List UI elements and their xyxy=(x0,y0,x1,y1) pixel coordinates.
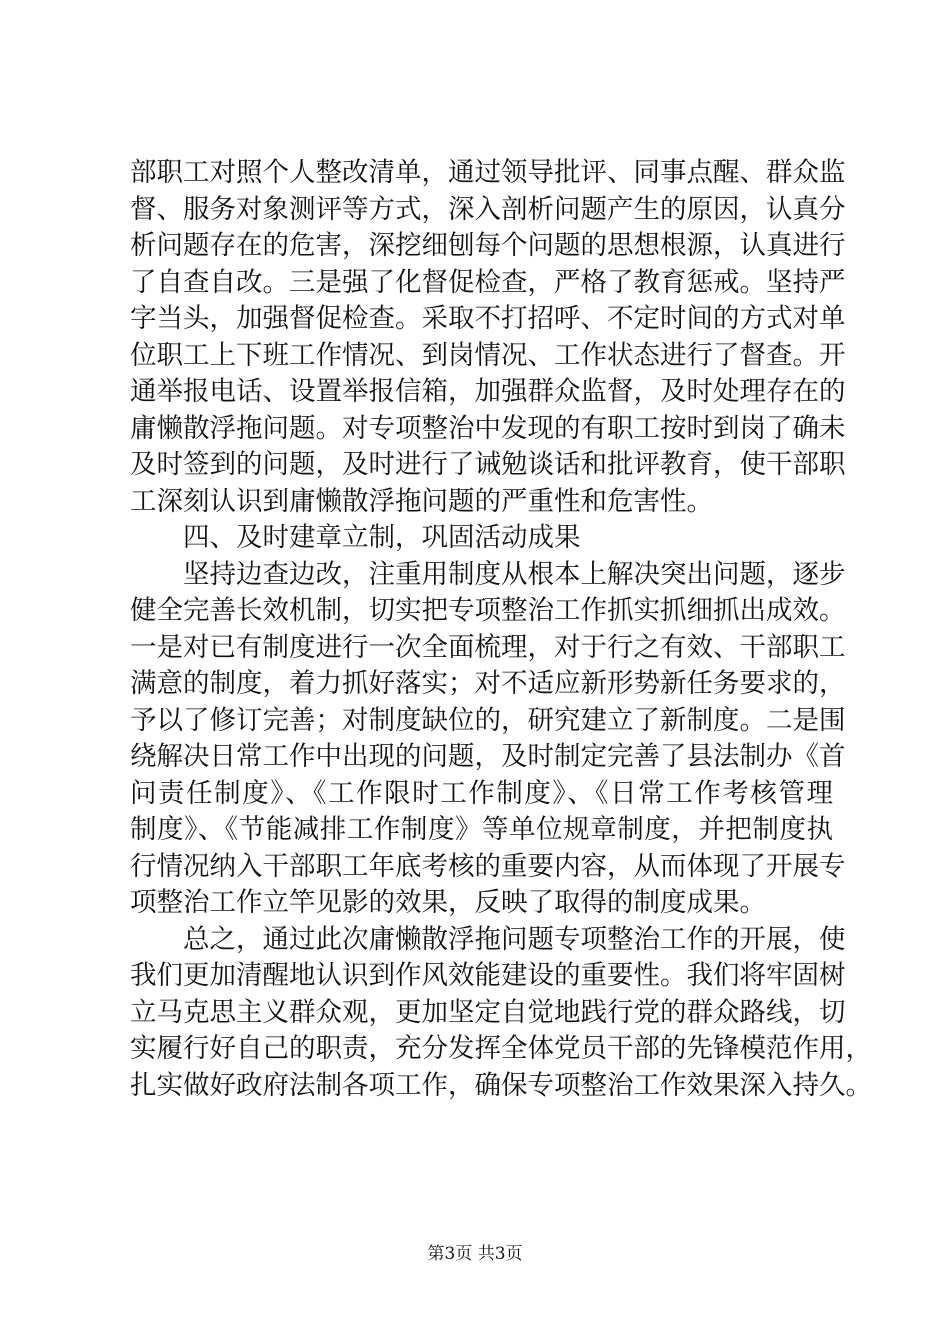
text-line: 了自查自改。三是强了化督促检查，严格了教育惩戒。坚持严 xyxy=(130,266,846,298)
text-line: 督、服务对象测评等方式，深入剖析问题产生的原因，认真分 xyxy=(130,193,846,225)
page-footer xyxy=(0,1243,950,1265)
text-line: 工深刻认识到庸懒散浮拖问题的严重性和危害性。 xyxy=(130,485,713,517)
text-line: 庸懒散浮拖问题。对专项整治中发现的有职工按时到岗了确未 xyxy=(130,412,846,444)
text-line: 项整治工作立竿见影的效果，反映了取得的制度成果。 xyxy=(130,887,766,918)
text-line: 通举报电话、设置举报信箱，加强群众监督，及时处理存在的 xyxy=(130,376,846,407)
text-line: 扎实做好政府法制各项工作，确保专项整治工作效果深入持久。 xyxy=(130,1069,872,1101)
text-line: 行情况纳入干部职工年底考核的重要内容，从而体现了开展专 xyxy=(130,850,846,882)
text-line: 绕解决日常工作中出现的问题，及时制定完善了县法制办《首 xyxy=(130,741,846,772)
text-line: 及时签到的问题，及时进行了诫勉谈话和批评教育，使干部职 xyxy=(130,449,846,480)
text-line: 问责任制度》、《工作限时工作制度》、《日常工作考核管理 xyxy=(130,777,833,809)
text-line: 部职工对照个人整改清单，通过领导批评、同事点醒、群众监 xyxy=(130,157,846,188)
section-heading: 四、及时建章立制，巩固活动成果 xyxy=(183,522,581,553)
paragraph-start: 坚持边查边改，注重用制度从根本上解决突出问题，逐步 xyxy=(183,558,846,590)
text-line: 析问题存在的危害，深挖细刨每个问题的思想根源，认真进行 xyxy=(130,230,846,261)
text-line: 制度》、《节能减排工作制度》等单位规章制度，并把制度执 xyxy=(130,814,833,845)
text-line: 位职工上下班工作情况、到岗情况、工作状态进行了督查。开 xyxy=(130,339,846,371)
text-line: 予以了修订完善；对制度缺位的，研究建立了新制度。二是围 xyxy=(130,704,846,736)
text-line: 实履行好自己的职责，充分发挥全体党员干部的先锋模范作用， xyxy=(130,1033,872,1064)
paragraph-start: 总之，通过此次庸懒散浮拖问题专项整治工作的开展，使 xyxy=(183,923,846,955)
page-number-label: 第3页 共3页 xyxy=(427,1244,523,1264)
text-line: 立马克思主义群众观，更加坚定自觉地践行党的群众路线，切 xyxy=(130,996,846,1028)
text-line: 字当头，加强督促检查。采取不打招呼、不定时间的方式对单 xyxy=(130,303,846,334)
text-line: 满意的制度，着力抓好落实；对不适应新形势新任务要求的， xyxy=(130,668,846,699)
text-line: 一是对已有制度进行一次全面梳理，对于行之有效、干部职工 xyxy=(130,631,846,663)
document-body xyxy=(130,155,872,1104)
text-line: 健全完善长效机制，切实把专项整治工作抓实抓细抓出成效。 xyxy=(130,595,846,626)
text-line: 我们更加清醒地认识到作风效能建设的重要性。我们将牢固树 xyxy=(130,960,846,991)
